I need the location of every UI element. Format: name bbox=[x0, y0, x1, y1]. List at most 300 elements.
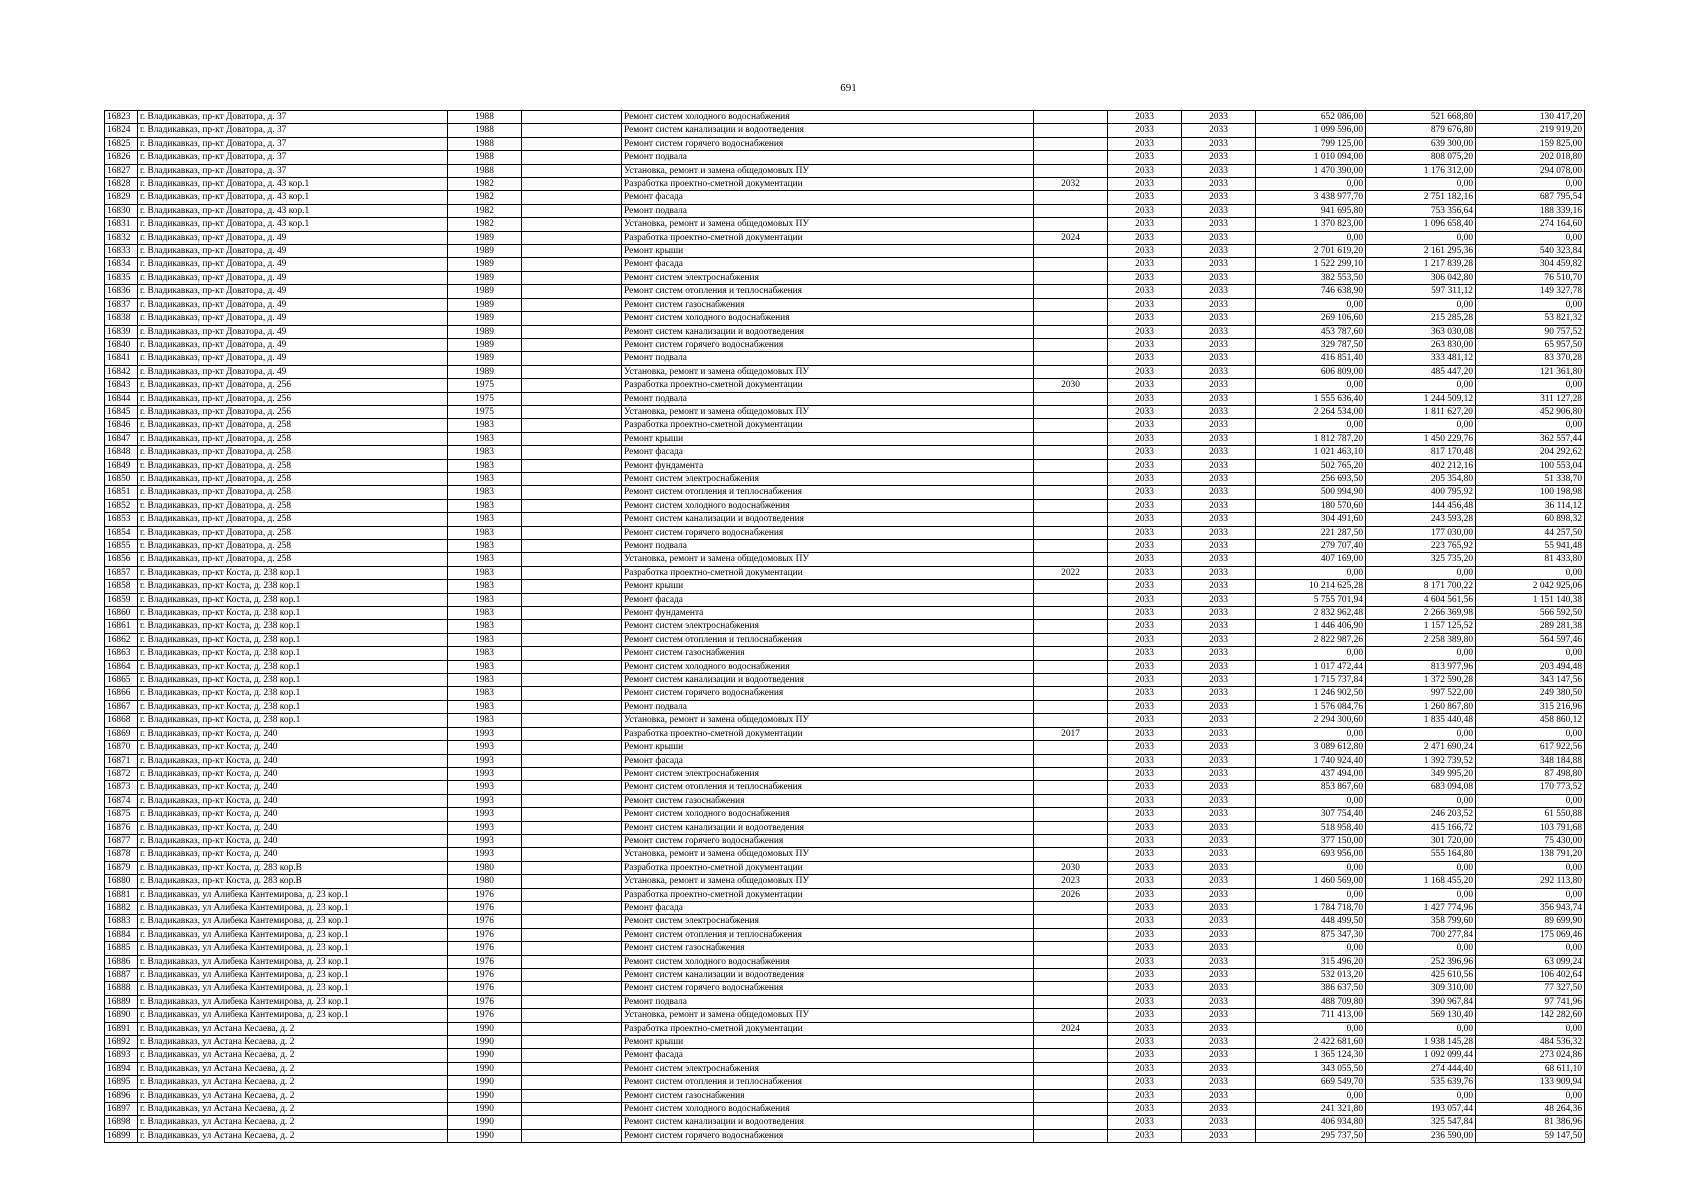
row-number: 16872 bbox=[105, 767, 138, 780]
empty-cell bbox=[522, 1076, 622, 1089]
address-cell: г. Владикавказ, ул Алибека Кантемирова, д. 23 кор.1 bbox=[138, 901, 448, 914]
address-cell: г. Владикавказ, пр-кт Доватора, д. 49 bbox=[138, 271, 448, 284]
design-year-cell: 2024 bbox=[1034, 1022, 1108, 1035]
row-number: 16863 bbox=[105, 647, 138, 660]
total-cost-cell: 1 470 390,00 bbox=[1256, 164, 1366, 177]
table-row bbox=[105, 1089, 1585, 1102]
total-cost-cell: 0,00 bbox=[1256, 861, 1366, 874]
row-number: 16883 bbox=[105, 915, 138, 928]
address-cell: г. Владикавказ, ул Астана Кесаева, д. 2 bbox=[138, 1076, 448, 1089]
address-cell: г. Владикавказ, ул Астана Кесаева, д. 2 bbox=[138, 1022, 448, 1035]
design-year-cell bbox=[1034, 298, 1108, 311]
address-cell: г. Владикавказ, пр-кт Доватора, д. 49 bbox=[138, 245, 448, 258]
owner-cost-cell: 81 386,96 bbox=[1476, 1116, 1585, 1129]
work-type-cell: Ремонт систем горячего водоснабжения bbox=[622, 526, 1034, 539]
build-year-cell: 1976 bbox=[448, 1009, 522, 1022]
empty-cell bbox=[522, 848, 622, 861]
address-cell: г. Владикавказ, пр-кт Коста, д. 238 кор.1 bbox=[138, 607, 448, 620]
work-type-cell: Разработка проектно-сметной документации bbox=[622, 379, 1034, 392]
row-number: 16899 bbox=[105, 1129, 138, 1142]
table-row bbox=[105, 1062, 1585, 1075]
address-cell: г. Владикавказ, пр-кт Доватора, д. 256 bbox=[138, 392, 448, 405]
start-year-cell: 2033 bbox=[1108, 875, 1182, 888]
build-year-cell: 1983 bbox=[448, 607, 522, 620]
total-cost-cell: 799 125,00 bbox=[1256, 137, 1366, 150]
row-number: 16880 bbox=[105, 875, 138, 888]
table-row bbox=[105, 700, 1585, 713]
empty-cell bbox=[522, 834, 622, 847]
design-year-cell bbox=[1034, 955, 1108, 968]
row-number: 16850 bbox=[105, 472, 138, 485]
work-type-cell: Ремонт систем холодного водоснабжения bbox=[622, 1103, 1034, 1116]
total-cost-cell: 10 214 625,28 bbox=[1256, 580, 1366, 593]
end-year-cell: 2033 bbox=[1182, 794, 1256, 807]
fund-cost-cell: 753 356,64 bbox=[1366, 204, 1476, 217]
empty-cell bbox=[522, 1049, 622, 1062]
empty-cell bbox=[522, 566, 622, 579]
row-number: 16847 bbox=[105, 432, 138, 445]
owner-cost-cell: 0,00 bbox=[1476, 419, 1585, 432]
end-year-cell: 2033 bbox=[1182, 124, 1256, 137]
total-cost-cell: 652 086,00 bbox=[1256, 111, 1366, 124]
fund-cost-cell: 683 094,08 bbox=[1366, 781, 1476, 794]
row-number: 16878 bbox=[105, 848, 138, 861]
owner-cost-cell: 249 380,50 bbox=[1476, 687, 1585, 700]
total-cost-cell: 1 460 569,00 bbox=[1256, 875, 1366, 888]
row-number: 16831 bbox=[105, 218, 138, 231]
table-row bbox=[105, 164, 1585, 177]
table-row bbox=[105, 459, 1585, 472]
design-year-cell bbox=[1034, 1076, 1108, 1089]
owner-cost-cell: 0,00 bbox=[1476, 727, 1585, 740]
table-row bbox=[105, 1049, 1585, 1062]
work-type-cell: Установка, ремонт и замена общедомовых ПУ bbox=[622, 365, 1034, 378]
work-type-cell: Ремонт систем канализации и водоотведения bbox=[622, 325, 1034, 338]
empty-cell bbox=[522, 405, 622, 418]
work-type-cell: Ремонт подвала bbox=[622, 540, 1034, 553]
address-cell: г. Владикавказ, пр-кт Доватора, д. 258 bbox=[138, 540, 448, 553]
empty-cell bbox=[522, 352, 622, 365]
table-row bbox=[105, 969, 1585, 982]
owner-cost-cell: 356 943,74 bbox=[1476, 901, 1585, 914]
start-year-cell: 2033 bbox=[1108, 647, 1182, 660]
end-year-cell: 2033 bbox=[1182, 1036, 1256, 1049]
fund-cost-cell: 263 830,00 bbox=[1366, 338, 1476, 351]
total-cost-cell: 329 787,50 bbox=[1256, 338, 1366, 351]
start-year-cell: 2033 bbox=[1108, 995, 1182, 1008]
design-year-cell bbox=[1034, 647, 1108, 660]
table-row bbox=[105, 392, 1585, 405]
end-year-cell: 2033 bbox=[1182, 1022, 1256, 1035]
empty-cell bbox=[522, 191, 622, 204]
work-type-cell: Установка, ремонт и замена общедомовых ПУ bbox=[622, 218, 1034, 231]
fund-cost-cell: 177 030,00 bbox=[1366, 526, 1476, 539]
build-year-cell: 1983 bbox=[448, 674, 522, 687]
row-number: 16843 bbox=[105, 379, 138, 392]
build-year-cell: 1983 bbox=[448, 540, 522, 553]
end-year-cell: 2033 bbox=[1182, 901, 1256, 914]
owner-cost-cell: 0,00 bbox=[1476, 1089, 1585, 1102]
total-cost-cell: 0,00 bbox=[1256, 888, 1366, 901]
empty-cell bbox=[522, 580, 622, 593]
work-type-cell: Ремонт крыши bbox=[622, 245, 1034, 258]
row-number: 16835 bbox=[105, 271, 138, 284]
build-year-cell: 1983 bbox=[448, 593, 522, 606]
row-number: 16897 bbox=[105, 1103, 138, 1116]
address-cell: г. Владикавказ, пр-кт Коста, д. 238 кор.1 bbox=[138, 566, 448, 579]
address-cell: г. Владикавказ, пр-кт Коста, д. 240 bbox=[138, 794, 448, 807]
fund-cost-cell: 193 057,44 bbox=[1366, 1103, 1476, 1116]
row-number: 16887 bbox=[105, 969, 138, 982]
build-year-cell: 1983 bbox=[448, 553, 522, 566]
address-cell: г. Владикавказ, ул Алибека Кантемирова, д. 23 кор.1 bbox=[138, 955, 448, 968]
work-type-cell: Ремонт систем холодного водоснабжения bbox=[622, 955, 1034, 968]
owner-cost-cell: 0,00 bbox=[1476, 1022, 1585, 1035]
owner-cost-cell: 0,00 bbox=[1476, 298, 1585, 311]
end-year-cell: 2033 bbox=[1182, 204, 1256, 217]
address-cell: г. Владикавказ, пр-кт Доватора, д. 37 bbox=[138, 111, 448, 124]
start-year-cell: 2033 bbox=[1108, 325, 1182, 338]
work-type-cell: Ремонт систем отопления и теплоснабжения bbox=[622, 928, 1034, 941]
end-year-cell: 2033 bbox=[1182, 942, 1256, 955]
table-row bbox=[105, 834, 1585, 847]
start-year-cell: 2033 bbox=[1108, 486, 1182, 499]
row-number: 16888 bbox=[105, 982, 138, 995]
table-row bbox=[105, 365, 1585, 378]
build-year-cell: 1976 bbox=[448, 982, 522, 995]
owner-cost-cell: 53 821,32 bbox=[1476, 312, 1585, 325]
empty-cell bbox=[522, 861, 622, 874]
fund-cost-cell: 1 092 099,44 bbox=[1366, 1049, 1476, 1062]
work-type-cell: Ремонт систем холодного водоснабжения bbox=[622, 660, 1034, 673]
empty-cell bbox=[522, 540, 622, 553]
start-year-cell: 2033 bbox=[1108, 741, 1182, 754]
total-cost-cell: 0,00 bbox=[1256, 298, 1366, 311]
empty-cell bbox=[522, 607, 622, 620]
fund-cost-cell: 325 735,20 bbox=[1366, 553, 1476, 566]
table-row bbox=[105, 754, 1585, 767]
design-year-cell bbox=[1034, 526, 1108, 539]
start-year-cell: 2033 bbox=[1108, 405, 1182, 418]
empty-cell bbox=[522, 674, 622, 687]
table-row bbox=[105, 566, 1585, 579]
total-cost-cell: 502 765,20 bbox=[1256, 459, 1366, 472]
design-year-cell bbox=[1034, 674, 1108, 687]
total-cost-cell: 746 638,90 bbox=[1256, 285, 1366, 298]
start-year-cell: 2033 bbox=[1108, 191, 1182, 204]
address-cell: г. Владикавказ, пр-кт Коста, д. 238 кор.1 bbox=[138, 674, 448, 687]
work-type-cell: Разработка проектно-сметной документации bbox=[622, 419, 1034, 432]
owner-cost-cell: 0,00 bbox=[1476, 888, 1585, 901]
address-cell: г. Владикавказ, пр-кт Доватора, д. 37 bbox=[138, 137, 448, 150]
owner-cost-cell: 0,00 bbox=[1476, 231, 1585, 244]
address-cell: г. Владикавказ, ул Астана Кесаева, д. 2 bbox=[138, 1049, 448, 1062]
total-cost-cell: 1 784 718,70 bbox=[1256, 901, 1366, 914]
build-year-cell: 1983 bbox=[448, 660, 522, 673]
build-year-cell: 1990 bbox=[448, 1049, 522, 1062]
design-year-cell bbox=[1034, 741, 1108, 754]
fund-cost-cell: 0,00 bbox=[1366, 942, 1476, 955]
end-year-cell: 2033 bbox=[1182, 580, 1256, 593]
owner-cost-cell: 458 860,12 bbox=[1476, 714, 1585, 727]
empty-cell bbox=[522, 379, 622, 392]
owner-cost-cell: 100 553,04 bbox=[1476, 459, 1585, 472]
build-year-cell: 1982 bbox=[448, 204, 522, 217]
address-cell: г. Владикавказ, пр-кт Коста, д. 283 кор.В bbox=[138, 875, 448, 888]
table-row bbox=[105, 660, 1585, 673]
design-year-cell: 2030 bbox=[1034, 861, 1108, 874]
work-type-cell: Установка, ремонт и замена общедомовых ПУ bbox=[622, 1009, 1034, 1022]
total-cost-cell: 0,00 bbox=[1256, 178, 1366, 191]
address-cell: г. Владикавказ, ул Астана Кесаева, д. 2 bbox=[138, 1062, 448, 1075]
empty-cell bbox=[522, 1022, 622, 1035]
work-type-cell: Ремонт подвала bbox=[622, 204, 1034, 217]
empty-cell bbox=[522, 111, 622, 124]
row-number: 16848 bbox=[105, 446, 138, 459]
design-year-cell bbox=[1034, 580, 1108, 593]
total-cost-cell: 307 754,40 bbox=[1256, 808, 1366, 821]
table-row bbox=[105, 432, 1585, 445]
work-type-cell: Ремонт систем горячего водоснабжения bbox=[622, 834, 1034, 847]
empty-cell bbox=[522, 1009, 622, 1022]
total-cost-cell: 295 737,50 bbox=[1256, 1129, 1366, 1142]
design-year-cell bbox=[1034, 915, 1108, 928]
empty-cell bbox=[522, 875, 622, 888]
address-cell: г. Владикавказ, пр-кт Доватора, д. 49 bbox=[138, 338, 448, 351]
start-year-cell: 2033 bbox=[1108, 821, 1182, 834]
fund-cost-cell: 813 977,96 bbox=[1366, 660, 1476, 673]
end-year-cell: 2033 bbox=[1182, 285, 1256, 298]
design-year-cell bbox=[1034, 794, 1108, 807]
row-number: 16866 bbox=[105, 687, 138, 700]
address-cell: г. Владикавказ, пр-кт Доватора, д. 43 кор.1 bbox=[138, 204, 448, 217]
end-year-cell: 2033 bbox=[1182, 151, 1256, 164]
design-year-cell bbox=[1034, 781, 1108, 794]
end-year-cell: 2033 bbox=[1182, 714, 1256, 727]
design-year-cell bbox=[1034, 1129, 1108, 1142]
design-year-cell bbox=[1034, 499, 1108, 512]
design-year-cell bbox=[1034, 1009, 1108, 1022]
build-year-cell: 1982 bbox=[448, 191, 522, 204]
fund-cost-cell: 997 522,00 bbox=[1366, 687, 1476, 700]
fund-cost-cell: 808 075,20 bbox=[1366, 151, 1476, 164]
total-cost-cell: 0,00 bbox=[1256, 647, 1366, 660]
total-cost-cell: 853 867,60 bbox=[1256, 781, 1366, 794]
build-year-cell: 1988 bbox=[448, 124, 522, 137]
start-year-cell: 2033 bbox=[1108, 848, 1182, 861]
address-cell: г. Владикавказ, пр-кт Коста, д. 240 bbox=[138, 727, 448, 740]
design-year-cell bbox=[1034, 700, 1108, 713]
address-cell: г. Владикавказ, пр-кт Коста, д. 238 кор.1 bbox=[138, 620, 448, 633]
owner-cost-cell: 170 773,52 bbox=[1476, 781, 1585, 794]
end-year-cell: 2033 bbox=[1182, 875, 1256, 888]
address-cell: г. Владикавказ, пр-кт Доватора, д. 43 кор.1 bbox=[138, 178, 448, 191]
row-number: 16839 bbox=[105, 325, 138, 338]
table-row bbox=[105, 848, 1585, 861]
total-cost-cell: 3 089 612,80 bbox=[1256, 741, 1366, 754]
work-type-cell: Ремонт систем горячего водоснабжения bbox=[622, 687, 1034, 700]
table-row bbox=[105, 781, 1585, 794]
table-row bbox=[105, 352, 1585, 365]
end-year-cell: 2033 bbox=[1182, 352, 1256, 365]
end-year-cell: 2033 bbox=[1182, 164, 1256, 177]
fund-cost-cell: 485 447,20 bbox=[1366, 365, 1476, 378]
start-year-cell: 2033 bbox=[1108, 620, 1182, 633]
work-type-cell: Ремонт фундамента bbox=[622, 607, 1034, 620]
address-cell: г. Владикавказ, пр-кт Коста, д. 238 кор.1 bbox=[138, 714, 448, 727]
table-row bbox=[105, 513, 1585, 526]
total-cost-cell: 0,00 bbox=[1256, 566, 1366, 579]
owner-cost-cell: 0,00 bbox=[1476, 794, 1585, 807]
address-cell: г. Владикавказ, пр-кт Доватора, д. 49 bbox=[138, 365, 448, 378]
row-number: 16890 bbox=[105, 1009, 138, 1022]
end-year-cell: 2033 bbox=[1182, 459, 1256, 472]
fund-cost-cell: 1 835 440,48 bbox=[1366, 714, 1476, 727]
owner-cost-cell: 292 113,80 bbox=[1476, 875, 1585, 888]
owner-cost-cell: 202 018,80 bbox=[1476, 151, 1585, 164]
end-year-cell: 2033 bbox=[1182, 419, 1256, 432]
build-year-cell: 1993 bbox=[448, 808, 522, 821]
address-cell: г. Владикавказ, ул Астана Кесаева, д. 2 bbox=[138, 1036, 448, 1049]
build-year-cell: 1983 bbox=[448, 566, 522, 579]
empty-cell bbox=[522, 647, 622, 660]
owner-cost-cell: 68 611,10 bbox=[1476, 1062, 1585, 1075]
work-type-cell: Ремонт систем холодного водоснабжения bbox=[622, 312, 1034, 325]
owner-cost-cell: 0,00 bbox=[1476, 566, 1585, 579]
end-year-cell: 2033 bbox=[1182, 995, 1256, 1008]
build-year-cell: 1976 bbox=[448, 995, 522, 1008]
start-year-cell: 2033 bbox=[1108, 861, 1182, 874]
start-year-cell: 2033 bbox=[1108, 231, 1182, 244]
work-type-cell: Разработка проектно-сметной документации bbox=[622, 231, 1034, 244]
address-cell: г. Владикавказ, пр-кт Доватора, д. 49 bbox=[138, 298, 448, 311]
owner-cost-cell: 142 282,60 bbox=[1476, 1009, 1585, 1022]
total-cost-cell: 711 413,00 bbox=[1256, 1009, 1366, 1022]
owner-cost-cell: 0,00 bbox=[1476, 647, 1585, 660]
owner-cost-cell: 304 459,82 bbox=[1476, 258, 1585, 271]
row-number: 16851 bbox=[105, 486, 138, 499]
fund-cost-cell: 306 042,80 bbox=[1366, 271, 1476, 284]
total-cost-cell: 606 809,00 bbox=[1256, 365, 1366, 378]
fund-cost-cell: 215 285,28 bbox=[1366, 312, 1476, 325]
fund-cost-cell: 4 604 561,56 bbox=[1366, 593, 1476, 606]
fund-cost-cell: 0,00 bbox=[1366, 888, 1476, 901]
build-year-cell: 1989 bbox=[448, 258, 522, 271]
end-year-cell: 2033 bbox=[1182, 298, 1256, 311]
row-number: 16838 bbox=[105, 312, 138, 325]
table-row bbox=[105, 714, 1585, 727]
total-cost-cell: 2 701 619,20 bbox=[1256, 245, 1366, 258]
owner-cost-cell: 138 791,20 bbox=[1476, 848, 1585, 861]
work-type-cell: Ремонт фасада bbox=[622, 593, 1034, 606]
build-year-cell: 1990 bbox=[448, 1103, 522, 1116]
end-year-cell: 2033 bbox=[1182, 1076, 1256, 1089]
design-year-cell bbox=[1034, 607, 1108, 620]
address-cell: г. Владикавказ, ул Алибека Кантемирова, д. 23 кор.1 bbox=[138, 888, 448, 901]
build-year-cell: 1983 bbox=[448, 513, 522, 526]
row-number: 16877 bbox=[105, 834, 138, 847]
empty-cell bbox=[522, 969, 622, 982]
table-row bbox=[105, 1129, 1585, 1142]
fund-cost-cell: 0,00 bbox=[1366, 1089, 1476, 1102]
work-type-cell: Ремонт подвала bbox=[622, 151, 1034, 164]
build-year-cell: 1983 bbox=[448, 459, 522, 472]
empty-cell bbox=[522, 204, 622, 217]
build-year-cell: 1982 bbox=[448, 218, 522, 231]
table-row bbox=[105, 808, 1585, 821]
work-type-cell: Ремонт фасада bbox=[622, 901, 1034, 914]
build-year-cell: 1983 bbox=[448, 620, 522, 633]
start-year-cell: 2033 bbox=[1108, 540, 1182, 553]
build-year-cell: 1983 bbox=[448, 472, 522, 485]
empty-cell bbox=[522, 231, 622, 244]
end-year-cell: 2033 bbox=[1182, 540, 1256, 553]
design-year-cell bbox=[1034, 486, 1108, 499]
row-number: 16830 bbox=[105, 204, 138, 217]
build-year-cell: 1983 bbox=[448, 486, 522, 499]
empty-cell bbox=[522, 499, 622, 512]
end-year-cell: 2033 bbox=[1182, 915, 1256, 928]
fund-cost-cell: 402 212,16 bbox=[1366, 459, 1476, 472]
build-year-cell: 1990 bbox=[448, 1022, 522, 1035]
table-row bbox=[105, 727, 1585, 740]
row-number: 16859 bbox=[105, 593, 138, 606]
fund-cost-cell: 521 668,80 bbox=[1366, 111, 1476, 124]
table-row bbox=[105, 446, 1585, 459]
owner-cost-cell: 273 024,86 bbox=[1476, 1049, 1585, 1062]
design-year-cell bbox=[1034, 191, 1108, 204]
build-year-cell: 1990 bbox=[448, 1116, 522, 1129]
fund-cost-cell: 400 795,92 bbox=[1366, 486, 1476, 499]
start-year-cell: 2033 bbox=[1108, 1116, 1182, 1129]
address-cell: г. Владикавказ, пр-кт Доватора, д. 258 bbox=[138, 513, 448, 526]
design-year-cell bbox=[1034, 1089, 1108, 1102]
empty-cell bbox=[522, 526, 622, 539]
start-year-cell: 2033 bbox=[1108, 1022, 1182, 1035]
design-year-cell bbox=[1034, 633, 1108, 646]
owner-cost-cell: 484 536,32 bbox=[1476, 1036, 1585, 1049]
empty-cell bbox=[522, 218, 622, 231]
empty-cell bbox=[522, 687, 622, 700]
total-cost-cell: 382 553,50 bbox=[1256, 271, 1366, 284]
design-year-cell bbox=[1034, 995, 1108, 1008]
total-cost-cell: 416 851,40 bbox=[1256, 352, 1366, 365]
empty-cell bbox=[522, 392, 622, 405]
empty-cell bbox=[522, 727, 622, 740]
owner-cost-cell: 540 323,84 bbox=[1476, 245, 1585, 258]
start-year-cell: 2033 bbox=[1108, 566, 1182, 579]
fund-cost-cell: 1 811 627,20 bbox=[1366, 405, 1476, 418]
table-row bbox=[105, 1116, 1585, 1129]
table-row bbox=[105, 499, 1585, 512]
address-cell: г. Владикавказ, пр-кт Коста, д. 240 bbox=[138, 741, 448, 754]
total-cost-cell: 1 740 924,40 bbox=[1256, 754, 1366, 767]
start-year-cell: 2033 bbox=[1108, 245, 1182, 258]
design-year-cell: 2024 bbox=[1034, 231, 1108, 244]
owner-cost-cell: 48 264,36 bbox=[1476, 1103, 1585, 1116]
end-year-cell: 2033 bbox=[1182, 700, 1256, 713]
empty-cell bbox=[522, 472, 622, 485]
total-cost-cell: 0,00 bbox=[1256, 419, 1366, 432]
repair-schedule-table bbox=[104, 110, 1585, 1143]
work-type-cell: Ремонт систем горячего водоснабжения bbox=[622, 1129, 1034, 1142]
empty-cell bbox=[522, 955, 622, 968]
row-number: 16871 bbox=[105, 754, 138, 767]
design-year-cell bbox=[1034, 151, 1108, 164]
owner-cost-cell: 89 699,90 bbox=[1476, 915, 1585, 928]
build-year-cell: 1989 bbox=[448, 298, 522, 311]
work-type-cell: Разработка проектно-сметной документации bbox=[622, 888, 1034, 901]
